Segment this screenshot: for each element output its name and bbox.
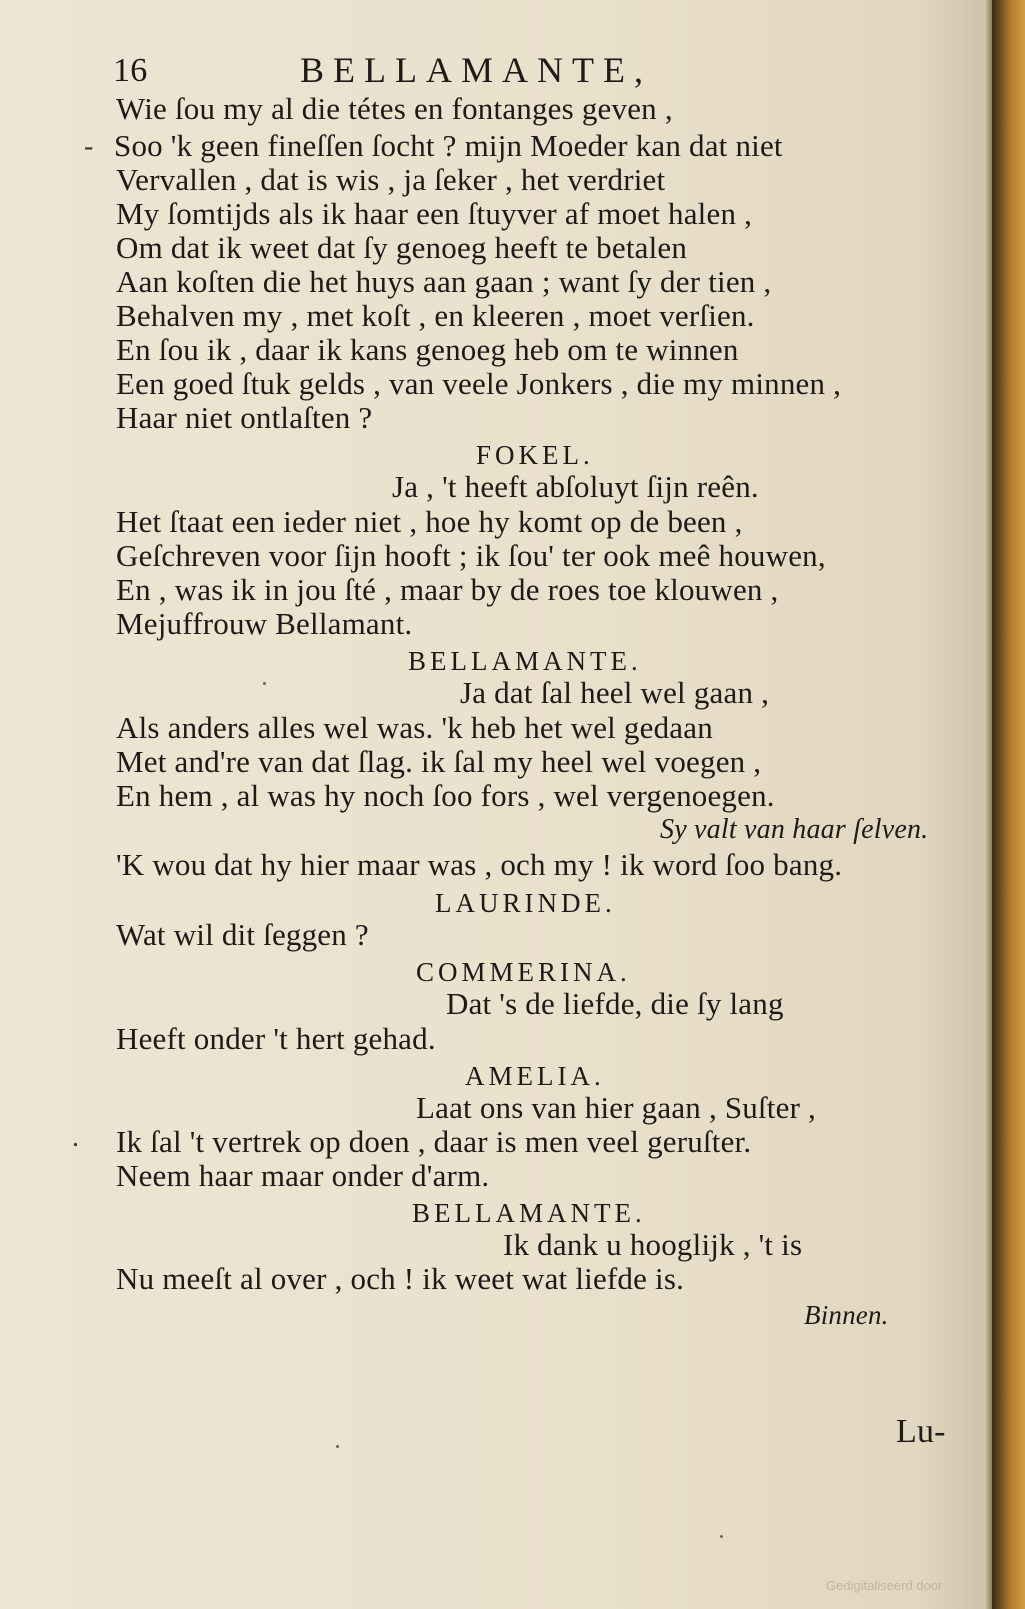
paper-speck [336, 1445, 339, 1448]
verse-line: Een goed ſtuk gelds , van veele Jonkers , die my minnen , [116, 366, 842, 401]
page-edge [984, 0, 992, 1609]
running-title: BELLAMANTE, [300, 50, 652, 90]
paper-speck [263, 682, 266, 685]
paper-speck [720, 1535, 723, 1538]
verse-line: Ja dat ſal heel wel gaan , [460, 675, 770, 710]
verse-line: Ik ſal 't vertrek op doen , daar is men veel geruſter. [116, 1124, 752, 1159]
verse-line: Het ſtaat een ieder niet , hoe hy komt op de been , [116, 504, 743, 539]
speaker-name: BELLAMANTE. [412, 1198, 646, 1228]
speaker-name: BELLAMANTE. [408, 646, 642, 676]
speaker-name: FOKEL. [476, 440, 594, 470]
verse-line: En ſou ik , daar ik kans genoeg heb om te winnen [116, 332, 739, 367]
verse-line: Haar niet ontlaſten ? [116, 400, 373, 435]
verse-line: Vervallen , dat is wis , ja ſeker , het verdriet [116, 162, 666, 197]
book-spine [992, 0, 1025, 1609]
verse-line: Om dat ik weet dat ſy genoeg heeft te betalen [116, 230, 688, 265]
stage-direction: Sy valt van haar ſelven. [660, 814, 929, 845]
verse-line: Soo 'k geen fineſſen ſocht ? mijn Moeder kan dat niet [114, 128, 783, 163]
margin-dash: . [72, 1122, 79, 1153]
verse-line: Aan koſten die het huys aan gaan ; want ſy der tien , [116, 264, 772, 299]
verse-line: Als anders alles wel was. 'k heb het wel gedaan [116, 710, 713, 745]
digitization-watermark: Gedigitaliseerd door [826, 1578, 943, 1593]
verse-line: Laat ons van hier gaan , Suſter , [416, 1090, 817, 1125]
verse-line: Ja , 't heeft abſoluyt ſijn reên. [392, 469, 759, 504]
verse-line: Wat wil dit ſeggen ? [116, 917, 369, 952]
verse-line: Ik dank u hooglijk , 't is [503, 1227, 803, 1262]
verse-line: Nu meeſt al over , och ! ik weet wat liefde is. [116, 1261, 685, 1296]
margin-dash: - [84, 131, 94, 162]
verse-line: En , was ik in jou ſté , maar by de roes toe klouwen , [116, 572, 779, 607]
verse-line: Neem haar maar onder d'arm. [116, 1158, 490, 1193]
verse-line: Heeft onder 't hert gehad. [116, 1021, 436, 1056]
verse-line: Behalven my , met koſt , en kleeren , moet verſien. [116, 298, 755, 333]
speaker-name: AMELIA. [465, 1061, 605, 1091]
verse-line: 'K wou dat hy hier maar was , och my ! ik word ſoo bang. [116, 847, 843, 882]
stage-direction: Binnen. [804, 1300, 889, 1330]
verse-line: Wie ſou my al die tétes en fontanges geven , [116, 91, 673, 126]
verse-line: En hem , al was hy noch ſoo fors , wel vergenoegen. [116, 778, 775, 813]
verse-line: Mejuffrouw Bellamant. [116, 606, 413, 641]
verse-line: Geſchreven voor ſijn hooft ; ik ſou' ter ook meê houwen, [116, 538, 826, 573]
verse-line: My ſomtijds als ik haar een ſtuyver af moet halen , [116, 196, 753, 231]
catchword: Lu- [896, 1413, 946, 1450]
verse-line: Met and're van dat ſlag. ik ſal my heel wel voegen , [116, 744, 762, 779]
verse-line: Dat 's de liefde, die ſy lang [446, 986, 784, 1021]
page-number: 16 [113, 52, 148, 89]
speaker-name: LAURINDE. [435, 888, 616, 918]
speaker-name: COMMERINA. [416, 957, 631, 987]
